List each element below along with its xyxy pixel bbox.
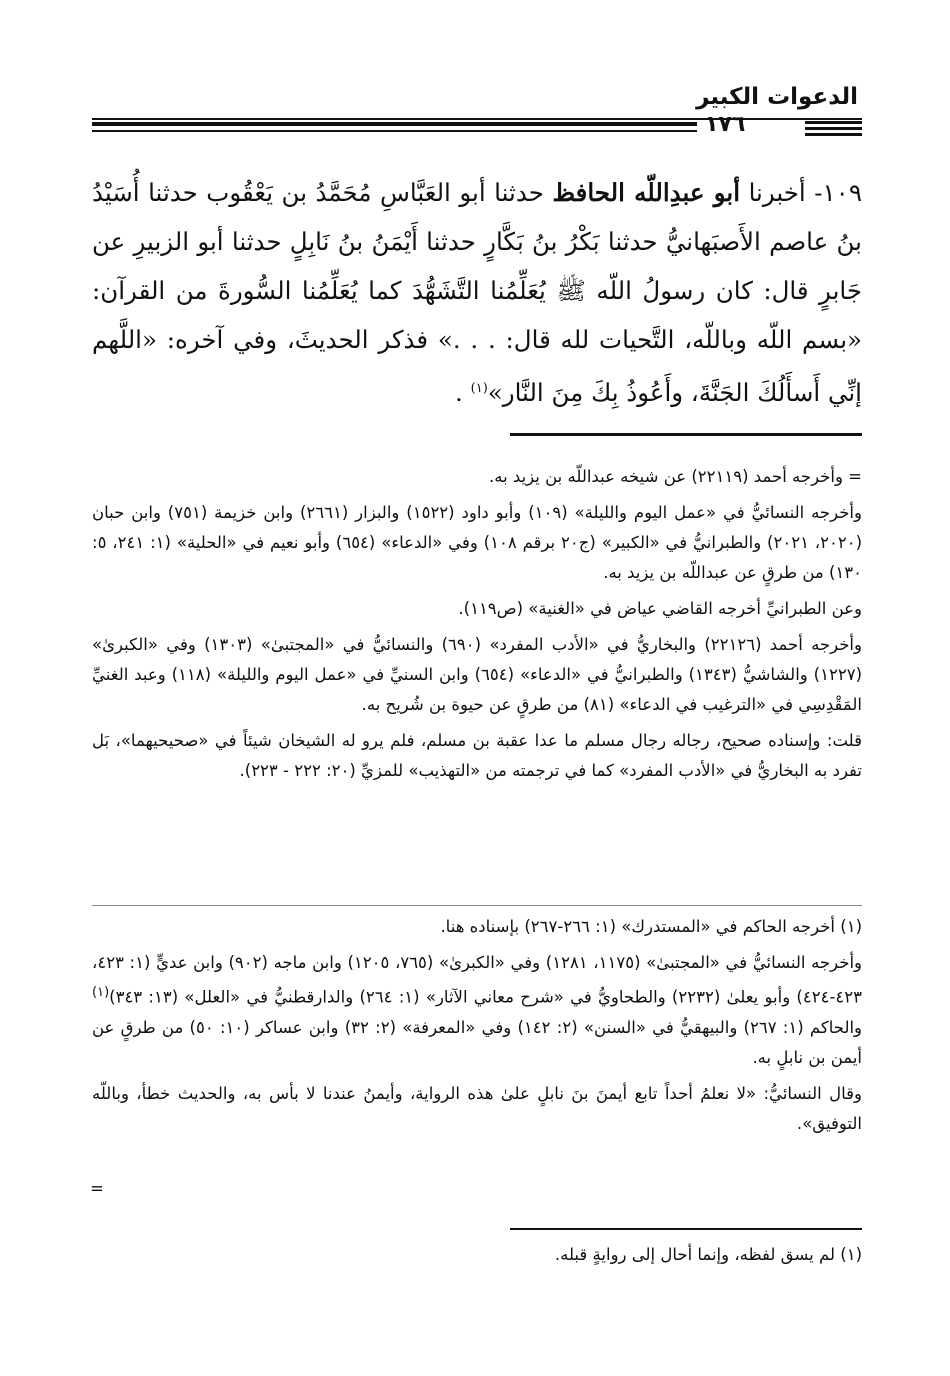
hadith-end: . [455, 378, 471, 408]
footnote-block-continued [92, 462, 862, 792]
footnote-block-2 [92, 1240, 862, 1276]
footnote-ref: (١) [470, 381, 488, 396]
footnote-line: وأخرجه أحمد (٢٢١٢٦) والبخاريُّ في «الأدب المفرد» (٦٩٠) والنسائيُّ في «المجتبىٰ» (١٣٠٣) وفي «الكبرىٰ» (١٢٢٧) والشاشيُّ (١٣٤٣) والطبرانيُّ في «الدعاء» (٦٥٤) وابن السنيِّ في «عمل اليوم والليلة» (١١٨) وعبد الغنيِّ المَقْدِسِي في «الترغيب في الدعاء» (٨١) من طرقٍ عن حيوة بن شُريح به. [92, 635, 862, 714]
hadith-number-intro: ١٠٩- أخبرنا [740, 178, 862, 207]
footnote-line [92, 948, 862, 1073]
footnote-line: وقال النسائيُّ: «لا نعلمُ أحداً تابع أيمنَ بنَ نابلٍ علىٰ هذه الرواية، وأيمنُ عندنا لا بأس به، والحديث خطأ، وباللّه التوفيق». [92, 1083, 862, 1133]
footnote-divider [92, 905, 862, 906]
page-number-rule-2 [805, 127, 862, 130]
page-number-rule-3 [805, 133, 862, 136]
footnote-line: قلت: وإسناده صحيح، رجاله رجال مسلم ما عدا عقبة بن مسلم، فلم يرو له الشيخان شيئاً في «صحيحيهما»، بَل تفرد به البخاريُّ في «الأدب المفرد» كما في ترجمته من «التهذيب» للمزيِّ (٢٠: ٢٢٢ - ٢٢٣). [92, 731, 862, 780]
main-footnote-separator [510, 433, 862, 436]
footnote-line: وأخرجه النسائيُّ في «عمل اليوم والليلة» (١٠٩) وأبو داود (١٥٢٢) والبزار (٢٦٦١) وابن خزيمة (٧٥١) وابن حبان (٢٠٢٠، ٢٠٢١) والطبرانيُّ في «الكبير» (ج٢٠ برقم ١٠٨) وفي «الدعاء» (٦٥٤) وأبو نعيم في «الحلية» (١: ٢٤١، ٥: ١٣٠) من طرقٍ عن عبداللّه بن يزيد به. [92, 503, 863, 582]
main-text [92, 168, 862, 417]
page-number-rule-1 [805, 121, 862, 124]
running-header-title: الدعوات الكبير [696, 84, 858, 110]
footnote-text: والحاكم (١: ٢٦٧) والبيهقيُّ في «السنن» (٢: ١٤٢) وفي «المعرفة» (٢: ٣٢) وابن عساكر (١٠: ٥٠) من طرقٍ عن أيمن بن نابلٍ به. [92, 1017, 863, 1067]
narrator-name: أبو عبدِاللّه الحافظ [552, 178, 741, 207]
hadith-text: حدثنا أبو العَبَّاسِ مُحَمَّدُ بن يَعْقُوب حدثنا أُسَيْدُ بنُ عاصم الأَصبَهانيُّ حدثنا بَكْرُ بنُ بَكَّارٍ حدثنا أَيْمَنُ بنُ نَابِلٍ حدثنا أبو الزبيرِ عن جَابرٍ قال: كان رسولُ اللّه ﷺ يُعَلِّمُنا التَّشَهُّدَ كما يُعَلِّمُنا السُّورةَ من القرآن: «بسم اللّه وباللّه، التَّحيات لله قال: . . .» فذكر الحديثَ، وفي آخره: «اللَّهم إنِّي أَسأَلُكَ الجَنَّةَ، وأَعُوذُ بِكَ مِنَ النَّار» [92, 178, 862, 408]
header-rule-thin [92, 130, 697, 132]
continuation-mark: = [90, 1179, 104, 1198]
hadith-paragraph [92, 168, 862, 417]
footnote-line: = وأخرجه أحمد (٢٢١١٩) عن شيخه عبداللّه بن يزيد به. [488, 467, 862, 486]
lower-footnote-separator [510, 1228, 862, 1230]
header-top-rule [92, 118, 862, 120]
page-number: ١٧٦ [705, 112, 746, 137]
footnote-line: (١) أخرجه الحاكم في «المستدرك» (١: ٢٦٦-٢٦٧) بإسناده هنا. [440, 917, 862, 936]
header-rule-thick [92, 122, 697, 126]
footnote-block-1 [90, 912, 863, 1198]
footnote-text: وأخرجه النسائيُّ في «المجتبىٰ» (١١٧٥، ١٢٨١) وفي «الكبرىٰ» (٧٦٥، ١٢٠٥) وابن ماجه (٩٠٢) وابن عديٍّ (١: ٤٢٣، ٤٢٣-٤٢٤) وأبو يعلىٰ (٢٢٣٢) والطحاويُّ في «شرح معاني الآثار» (١: ٢٦٤) والدارقطنيُّ في «العلل» (١٣: ٣٤٣) [92, 953, 863, 1007]
footnote-line: وعن الطبرانيِّ أخرجه القاضي عياض في «الغنية» (ص١١٩). [458, 599, 862, 618]
footnote-line: (١) لم يسق لفظه، وإنما أحال إلى روايةٍ قبله. [554, 1245, 862, 1264]
footnote-ref: (١) [92, 985, 110, 1000]
